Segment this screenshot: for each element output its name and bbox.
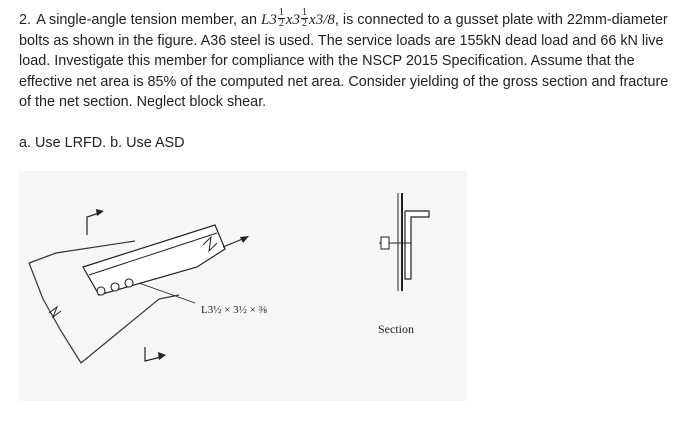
angle-size-label: L3½ × 3½ × ⅜	[201, 304, 267, 316]
angle-member	[83, 225, 225, 295]
connection-drawing	[19, 171, 467, 401]
fraction-numerator: 1	[278, 7, 284, 19]
arrow-head	[96, 209, 104, 216]
arrow-head	[158, 352, 166, 360]
problem-number: 2.	[19, 12, 32, 28]
bolt-hole	[111, 283, 119, 291]
problem-intro: A single-angle tension member, an	[36, 12, 258, 28]
angle-designation	[261, 7, 335, 30]
problem-parts: a. Use LRFD. b. Use ASD	[19, 135, 185, 151]
label-leader	[139, 283, 195, 303]
fraction-denominator: 2	[302, 18, 308, 30]
fraction-numerator: 1	[302, 7, 308, 19]
arrow-head	[240, 236, 249, 243]
bolt-hole	[97, 287, 105, 295]
angle-size-part: L3	[261, 12, 277, 28]
break-line-gusset	[49, 307, 61, 317]
section-label: Section	[378, 322, 414, 336]
fraction-one-half	[301, 8, 308, 29]
problem-body: , is connected to a gusset plate with 22mm-diameter bolts as shown in the figure. A36 steel is used. The service loads are 155kN dead load and 66 kN live load. Investigate this member for compliance with the NSCP 2015 Specification. Assume that the effective net area is 85% of the computed net area. Consider yielding of the gross section and fracture of the net section. Neglect block shear.	[19, 12, 669, 110]
bolt-hole	[125, 279, 133, 287]
fraction-one-half	[278, 8, 285, 29]
bolt-head	[381, 237, 389, 249]
angle-size-part: x3/8	[309, 12, 335, 28]
connection-figure	[19, 171, 467, 401]
angle-size-part: x3	[285, 12, 301, 28]
section-cut-mark-top	[87, 213, 99, 235]
problem-statement	[19, 7, 683, 113]
section-angle	[405, 211, 429, 279]
fraction-denominator: 2	[278, 18, 284, 30]
